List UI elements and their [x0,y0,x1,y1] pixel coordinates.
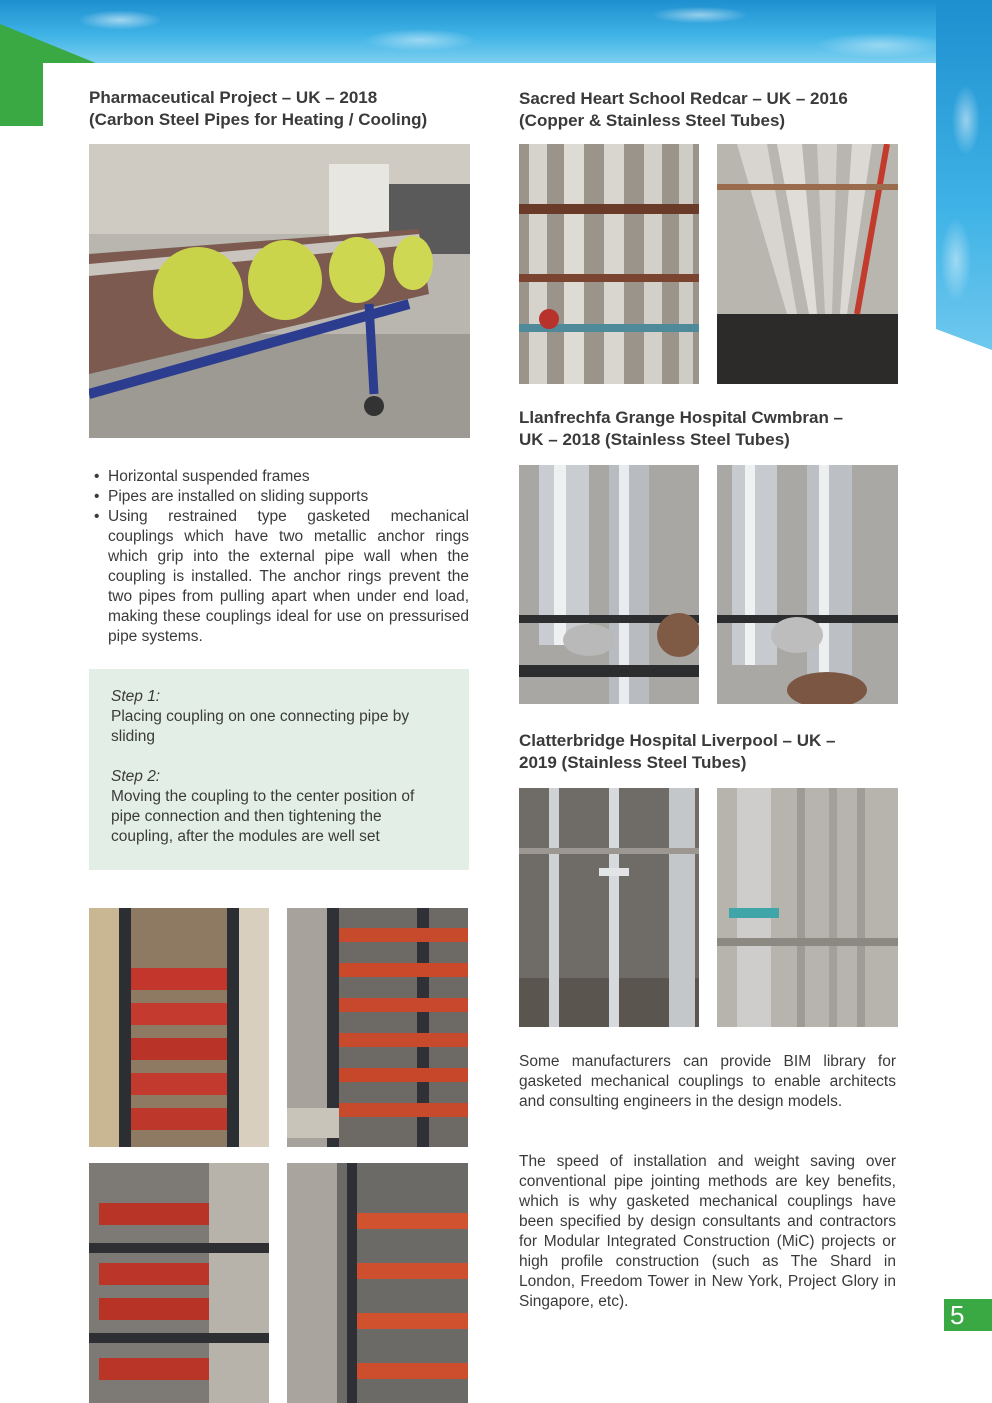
llanfrechfa-image-1 [519,465,699,704]
sacred-heart-image-2 [717,144,898,384]
installation-steps-box [89,669,469,870]
sacred-heart-photo-2 [717,144,898,384]
clatterbridge-image-2 [717,788,898,1027]
step-1-title: Step 1: [111,688,161,705]
llanfrechfa-project-title: Llanfrechfa Grange Hospital Cwmbran – UK – 2018 (Stainless Steel Tubes) [519,408,844,449]
pharma-project-title: Pharmaceutical Project – UK – 2018 (Carbon Steel Pipes for Heating / Cooling) [89,88,428,129]
llanfrechfa-image-2 [717,465,898,704]
clatterbridge-photo-2 [717,788,898,1027]
clatterbridge-image-1 [519,788,699,1027]
clatterbridge-photo-1 [519,788,699,1027]
frame-pipes-image-3 [89,1163,269,1403]
bullet-item: • Horizontal suspended frames [89,467,469,487]
bim-library-paragraph: Some manufacturers can provide BIM library for gasketed mechanical couplings to enable architects and consulting engineers in the design models. [519,1053,896,1110]
step-1-text: Placing coupling on one connecting pipe by sliding [111,708,410,745]
water-background-right [936,0,992,350]
water-background-top [0,0,992,64]
bullet-item: • Using restrained type gasketed mechanical couplings which have two metallic anchor rings which grip into the external pipe wall when the coupling is installed. The anchor rings prevent the two pipes from pulling apart when under end load, making these couplings ideal for use on pressurised pipe systems. [89,507,469,647]
pharma-pipes-photo [89,144,470,438]
frame-pipes-photo-1 [89,908,269,1147]
frame-pipes-image-1 [89,908,269,1147]
step-2-title: Step 2: [111,768,161,785]
frame-pipes-photo-2 [287,908,468,1147]
bullet-item: • Pipes are installed on sliding supports [89,487,469,507]
llanfrechfa-photo-2 [717,465,898,704]
sacred-heart-project-title: Sacred Heart School Redcar – UK – 2016 (Copper & Stainless Steel Tubes) [519,89,848,130]
frame-pipes-image-2 [287,908,468,1147]
benefits-paragraph: The speed of installation and weight saving over conventional pipe jointing methods are key benefits, which is why gasketed mechanical couplings have been specified by design consultants and contractors for Modular Integrated Construction (MiC) projects or high profile construction (such as The Shard in London, Freedom Tower in New York, Project Glory in Singapore, etc). [519,1153,896,1310]
frame-pipes-image-4 [287,1163,468,1403]
sacred-heart-photo-1 [519,144,699,384]
page-number: 5 [944,1299,992,1331]
clatterbridge-project-title: Clatterbridge Hospital Liverpool – UK – 2019 (Stainless Steel Tubes) [519,731,836,772]
sacred-heart-image-1 [519,144,699,384]
frame-pipes-photo-3 [89,1163,269,1403]
llanfrechfa-photo-1 [519,465,699,704]
pharma-pipes-image [89,144,470,438]
pharma-bullet-list [89,467,469,647]
step-2-text: Moving the coupling to the center position of pipe connection and then tightening the coupling, after the modules are well set [111,788,415,845]
frame-pipes-photo-4 [287,1163,468,1403]
